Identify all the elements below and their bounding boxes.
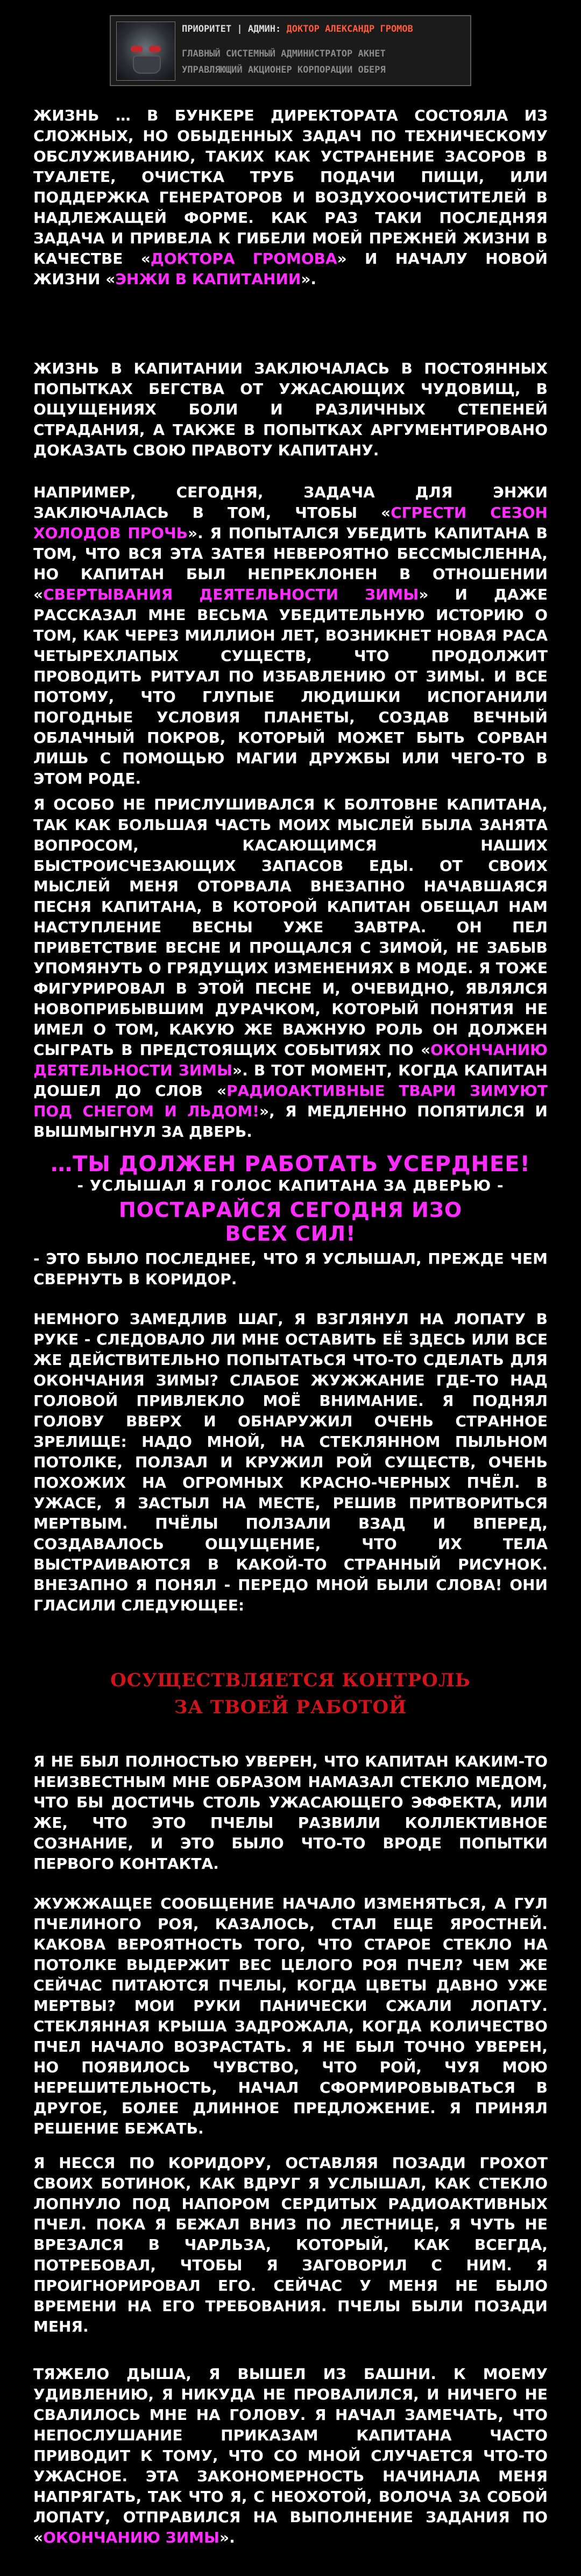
banner-name: ДОКТОР АЛЕКСАНДР ГРОМОВ — [286, 24, 413, 34]
paragraph-9: Я НЕССЯ ПО КОРИДОРУ, ОСТАВЛЯЯ ПОЗАДИ ГРОХОТ СВОИХ БОТИНОК, КАК ВДРУГ Я УСЛЫШАЛ, КАК СТЕКЛО ЛОПНУЛО ПОД НАПОРОМ СЕРДИТЫХ РАДИОАКТИВНЫХ ПЧЕЛ. ПОКА Я БЕЖАЛ ВНИЗ ПО ЛЕСТНИЦЕ, Я ЧУТЬ НЕ ВРЕЗАЛСЯ В ЧАРЛЬЗА, КОТОРЫЙ, КАК ВСЕГДА, ПОТРЕБОВАЛ, ЧТОБЫ Я ЗАГОВОРИЛ С НИМ. Я ПРОИГНОРИРОВАЛ ЕГО. СЕЙЧАС У МЕНЯ НЕ БЫЛО ВРЕМЕНИ НА ЕГО ТРЕБОВАНИЯ. ПЧЕЛЫ БЫЛИ ПОЗАДИ МЕНЯ. — [33, 2154, 548, 2335]
p1-text-2: » И НАЧАЛУ НОВОЙ ЖИЗНИ « — [33, 250, 548, 288]
p4-text-2: ». В ТОТ МОМЕНТ, КОГДА КАПИТАН ДОШЕЛ ДО СЛОВ « — [33, 1061, 548, 1100]
bee-message-line-1: ОСУЩЕСТВЛЯЕТСЯ КОНТРОЛЬ — [110, 1670, 471, 1691]
paragraph-3 — [33, 482, 548, 789]
paragraph-2: ЖИЗНЬ В КАПИТАНИИ ЗАКЛЮЧАЛАСЬ В ПОСТОЯННЫХ ПОПЫТКАХ БЕГСТВА ОТ УЖАСАЮЩИХ ЧУДОВИЩ, В ОЩУЩЕНИЯХ БОЛИ И РАЗЛИЧНЫХ СТЕПЕНЕЙ СТРАДАНИЯ, А ТАКЖЕ В ПОПЫТКАХ АРГУМЕНТИРОВАНО ДОКАЗАТЬ СВОЮ ПРАВОТУ КАПИТАНУ. — [33, 360, 548, 459]
paragraph-5: - ЭТО БЫЛО ПОСЛЕДНЕЕ, ЧТО Я УСЛЫШАЛ, ПРЕЖДЕ ЧЕМ СВЕРНУТЬ В КОРИДОР. — [33, 1250, 548, 1288]
p3-text: НАПРИМЕР, СЕГОДНЯ, ЗАДАЧА ДЛЯ ЭНЖИ ЗАКЛЮЧАЛАСЬ В ТОМ, ЧТОБЫ « — [33, 483, 548, 522]
banner-priority: ПРИОРИТЕТ | АДМИН: — [182, 24, 281, 34]
paragraph-7: Я НЕ БЫЛ ПОЛНОСТЬЮ УВЕРЕН, ЧТО КАПИТАН КАКИМ-ТО НЕИЗВЕСТНЫМ МНЕ ОБРАЗОМ НАМАЗАЛ СТЕКЛО МЕДОМ, ЧТО БЫ ДОСТИЧЬ СТОЛЬ УЖАСАЮЩЕГО ЭФФЕКТА, ИЛИ ЖЕ, ЧТО ЭТО ПЧЕЛЫ РАЗВИЛИ КОЛЛЕКТИВНОЕ СОЗНАНИЕ, И ЭТО БЫЛО ЧТО-ТО ВРОДЕ ПОПЫТКИ ПЕРВОГО КОНТАКТА. — [33, 1752, 548, 1873]
bee-message-line-2: ЗА ТВОЕЙ РАБОТОЙ — [174, 1697, 407, 1718]
p3-highlight-2: СВЕРТЫВАНИЯ ДЕЯТЕЛЬНОСТИ ЗИМЫ — [43, 586, 419, 603]
banner-role-2: УПРАВЛЯЮЩИЙ АКЦИОНЕР КОРПОРАЦИИ ОБЕРЯ — [182, 65, 386, 75]
p10-highlight: ОКОНЧАНИЮ ЗИМЫ — [43, 2529, 219, 2546]
avatar — [116, 22, 175, 81]
p4-text-3: », Я МЕДЛЕННО ПОПЯТИЛСЯ И ВЫШМЫГНУЛ ЗА ДВЕРЬ. — [33, 1102, 548, 1141]
p4-text: Я ОСОБО НЕ ПРИСЛУШИВАЛСЯ К БОЛТОВНЕ КАПИТАНА, ТАК КАК БОЛЬШАЯ ЧАСТЬ МОИХ МЫСЛЕЙ БЫЛА ЗАНЯТА ВОПРОСОМ, КАСАЮЩИМСЯ НАШИХ БЫСТРОИСЧЕЗАЮЩИХ ЗАПАСОВ ЕДЫ. ОТ СВОИХ МЫСЛЕЙ МЕНЯ ОТОРВАЛА ВНЕЗАПНО НАЧАВШАЯСЯ ПЕСНЯ КАПИТАНА, В КОТОРОЙ КАПИТАН ОБЕЩАЛ НАМ НАСТУПЛЕНИЕ ВЕСНЫ УЖЕ ЗАВТРА. ОН ПЕЛ ПРИВЕТСТВИЕ ВЕСНЕ И ПРОЩАЛСЯ С ЗИМОЙ, НЕ ЗАБЫВ УПОМЯНУТЬ О ГРЯДУЩИХ ИЗМЕНЕНИЯХ В МОДЕ. Я ТОЖЕ ФИГУРИРОВАЛ В ЭТОЙ ПЕСНЕ И, ОЧЕВИДНО, ЯВЛЯЛСЯ НОВОПРИБЫВШИМ ДУРАЧКОМ, КОТОРЫЙ ПОНЯТИЯ НЕ ИМЕЛ О ТОМ, КАКУЮ ЖЕ ВАЖНУЮ РОЛЬ ОН ДОЛЖЕН СЫГРАТЬ В ПРЕДСТОЯЩИХ СОБЫТИЯХ ПО « — [33, 796, 548, 1059]
captain-quote-3: ВСЕХ СИЛ! — [225, 1222, 356, 1245]
paragraph-1 — [33, 105, 548, 290]
avatar-eye-right — [149, 46, 161, 52]
banner-title — [182, 24, 413, 34]
p3-text-2: ». Я ПОПЫТАЛСЯ УБЕДИТЬ КАПИТАНА В ТОМ, ЧТО ВСЯ ЭТА ЗАТЕЯ НЕВЕРОЯТНО БЕССМЫСЛЕННА, НО КАПИТАН БЫЛ НЕПРЕКЛОНЕН В ОТНОШЕНИИ « — [33, 524, 548, 603]
p1-highlight-1: ДОКТОРА ГРОМОВА — [150, 250, 337, 268]
author-banner — [110, 15, 471, 86]
p3-highlight-1: СГРЕСТИ СЕЗОН ХОЛОДОВ ПРОЧЬ — [33, 504, 548, 542]
paragraph-10 — [33, 2364, 548, 2548]
p3-text-3: » И ДАЖЕ РАССКАЗАЛ МНЕ ВЕСЬМА УБЕДИТЕЛЬНУЮ ИСТОРИЮ О ТОМ, КАК ЧЕРЕЗ МИЛЛИОН ЛЕТ, ВОЗНИКНЕТ НОВАЯ РАСА ЧЕТЫРЕХЛАПЫХ СУЩЕСТВ, ЧТО ПРОДОЛЖИТ ПРОВОДИТЬ РИТУАЛ ПО ИЗБАВЛЕНИЮ ОТ ЗИМЫ. И ВСЕ ПОТОМУ, ЧТО ГЛУПЫЕ ЛЮДИШКИ ИСПОГАНИЛИ ПОГОДНЫЕ УСЛОВИЯ ПЛАНЕТЫ, СОЗДАВ ВЕЧНЫЙ ОБЛАЧНЫЙ ПОКРОВ, КОТОРЫЙ МОЖЕТ БЫТЬ СОРВАН ЛИШЬ С ПОМОЩЬЮ МАГИИ ДРУЖБЫ ИЛИ ЧЕГО-ТО В ЭТОМ РОДЕ. — [33, 586, 548, 787]
captain-quote-2: ПОСТАРАЙСЯ СЕГОДНЯ ИЗО — [118, 1198, 463, 1222]
p4-highlight-2: РАДИОАКТИВНЫЕ ТВАРИ ЗИМУЮТ ПОД СНЕГОМ И ЛЬДОМ! — [33, 1082, 548, 1120]
banner-role: ГЛАВНЫЙ СИСТЕМНЫЙ АДМИНИСТРАТОР АКНЕТ — [182, 48, 386, 59]
p1-text: ЖИЗНЬ … В БУНКЕРЕ ДИРЕКТОРАТА СОСТОЯЛА ИЗ СЛОЖНЫХ, НО ОБЫДЕННЫХ ЗАДАЧ ПО ТЕХНИЧЕСКОМУ ОБСЛУЖИВАНИЮ, ТАКИХ КАК УСТРАНЕНИЕ ЗАСОРОВ В ТУАЛЕТЕ, ОЧИСТКА ТРУБ ПОДАЧИ ПИЩИ, ИЛИ ПОДДЕРЖКА ГЕНЕРАТОРОВ И ВОЗДУХООЧИСТИТЕЛЕЙ В НАДЛЕЖАЩЕЙ ФОРМЕ. КАК РАЗ ТАКИ ПОСЛЕДНЯЯ ЗАДАЧА И ПРИВЕЛА К ГИБЕЛИ МОЕЙ ПРЕЖНЕЙ ЖИЗНИ В КАЧЕСТВЕ « — [33, 107, 548, 268]
p10-text: ТЯЖЕЛО ДЫША, Я ВЫШЕЛ ИЗ БАШНИ. К МОЕМУ УДИВЛЕНИЮ, Я НИКУДА НЕ ПРОВАЛИЛСЯ, И НИЧЕГО НЕ СВАЛИЛОСЬ МНЕ НА ГОЛОВУ. Я НАЧАЛ ЗАМЕЧАТЬ, ЧТО НЕПОСЛУШАНИЕ ПРИКАЗАМ КАПИТАНА ЧАСТО ПРИВОДИТ К ТОМУ, ЧТО СО МНОЙ СЛУЧАЕТСЯ ЧТО-ТО УЖАСНОЕ. ЭТА ЗАКОНОМЕРНОСТЬ НАЧИНАЛА МЕНЯ НАПРЯГАТЬ, ТАК ЧТО Я, С НЕОХОТОЙ, ВОЛОЧА ЗА СОБОЙ ЛОПАТУ, ОТПРАВИЛСЯ НА ВЫПОЛНЕНИЕ ЗАДАНИЯ ПО « — [33, 2365, 548, 2546]
p1-highlight-2: ЭНЖИ В КАПИТАНИИ — [115, 270, 301, 288]
paragraph-4 — [33, 794, 548, 1142]
paragraph-8: ЖУЖЖАЩЕЕ СООБЩЕНИЕ НАЧАЛО ИЗМЕНЯТЬСЯ, А ГУЛ ПЧЕЛИНОГО РОЯ, КАЗАЛОСЬ, СТАЛ ЕЩЕ ЯРОСТНЕЙ. КАКОВА ВЕРОЯТНОСТЬ ТОГО, ЧТО СТАРОЕ СТЕКЛО НА ПОТОЛКЕ ВЫДЕРЖИТ ВЕС ЦЕЛОГО РОЯ ПЧЕЛ? ЧЕМ ЖЕ СЕЙЧАС ПИТАЮТСЯ ПЧЕЛЫ, КОГДА ЦВЕТЫ ДАВНО УЖЕ МЕРТВЫ? МОИ РУКИ ПАНИЧЕСКИ СЖАЛИ ЛОПАТУ. СТЕКЛЯННАЯ КРЫША ЗАДРОЖАЛА, КОГДА КОЛИЧЕСТВО ПЧЕЛ НАЧАЛО ВОЗРАСТАТЬ. Я НЕ БЫЛ ТОЧНО УВЕРЕН, НО ПОЯВИЛОСЬ ЧУВСТВО, ЧТО РОЙ, ЧУЯ МОЮ НЕРЕШИТЕЛЬНОСТЬ, НАЧАЛ СФОРМИРОВЫВАТЬСЯ В ДРУГОЕ, БОЛЕЕ ДЛИННОЕ ПРЕДЛОЖЕНИЕ. Я ПРИНЯЛ РЕШЕНИЕ БЕЖАТЬ. — [33, 1895, 548, 2137]
p4-highlight-1: ОКОНЧАНИЮ ДЕЯТЕЛЬНОСТИ ЗИМЫ — [33, 1041, 548, 1079]
avatar-eye-left — [131, 46, 143, 52]
avatar-mask — [133, 55, 161, 74]
p10-text-2: ». — [219, 2529, 235, 2546]
p1-text-3: ». — [301, 270, 317, 288]
captain-quote-1: …ТЫ ДОЛЖЕН РАБОТАТЬ УСЕРДНЕЕ! — [51, 1152, 530, 1177]
paragraph-6: НЕМНОГО ЗАМЕДЛИВ ШАГ, Я ВЗГЛЯНУЛ НА ЛОПАТУ В РУКЕ - СЛЕДОВАЛО ЛИ МНЕ ОСТАВИТЬ ЕЁ ЗДЕСЬ ИЛИ ВСЕ ЖЕ ДЕЙСТВИТЕЛЬНО ПОПЫТАТЬСЯ ЧТО-ТО СДЕЛАТЬ ДЛЯ ОКОНЧАНИЯ ЗИМЫ? СЛАБОЕ ЖУЖЖАНИЕ ГДЕ-ТО НАД ГОЛОВОЙ ПРИВЛЕКЛО МОЁ ВНИМАНИЕ. Я ПОДНЯЛ ГОЛОВУ ВВЕРХ И ОБНАРУЖИЛ ОЧЕНЬ СТРАННОЕ ЗРЕЛИЩЕ: НАДО МНОЙ, НА СТЕКЛЯННОМ ПЫЛЬНОМ ПОТОЛКЕ, ПОЛЗАЛ И КРУЖИЛ РОЙ СУЩЕСТВ, ОЧЕНЬ ПОХОЖИХ НА ОГРОМНЫХ КРАСНО-ЧЕРНЫХ ПЧЁЛ. В УЖАСЕ, Я ЗАСТЫЛ НА МЕСТЕ, РЕШИВ ПРИТВОРИТЬСЯ МЕРТВЫМ. ПЧЁЛЫ ПОЛЗАЛИ ВЗАД И ВПЕРЕД, СОЗДАВАЛОСЬ ОЩУЩЕНИЕ, ЧТО ИХ ТЕЛА ВЫСТРАИВАЮТСЯ В КАКОЙ-ТО СТРАННЫЙ РИСУНОК. ВНЕЗАПНО Я ПОНЯЛ - ПЕРЕДО МНОЙ БЫЛИ СЛОВА! ОНИ ГЛАСИЛИ СЛЕДУЮЩЕЕ: — [33, 1310, 548, 1614]
captain-quote-attribution: - УСЛЫШАЛ Я ГОЛОС КАПИТАНА ЗА ДВЕРЬЮ - — [77, 1177, 504, 1194]
